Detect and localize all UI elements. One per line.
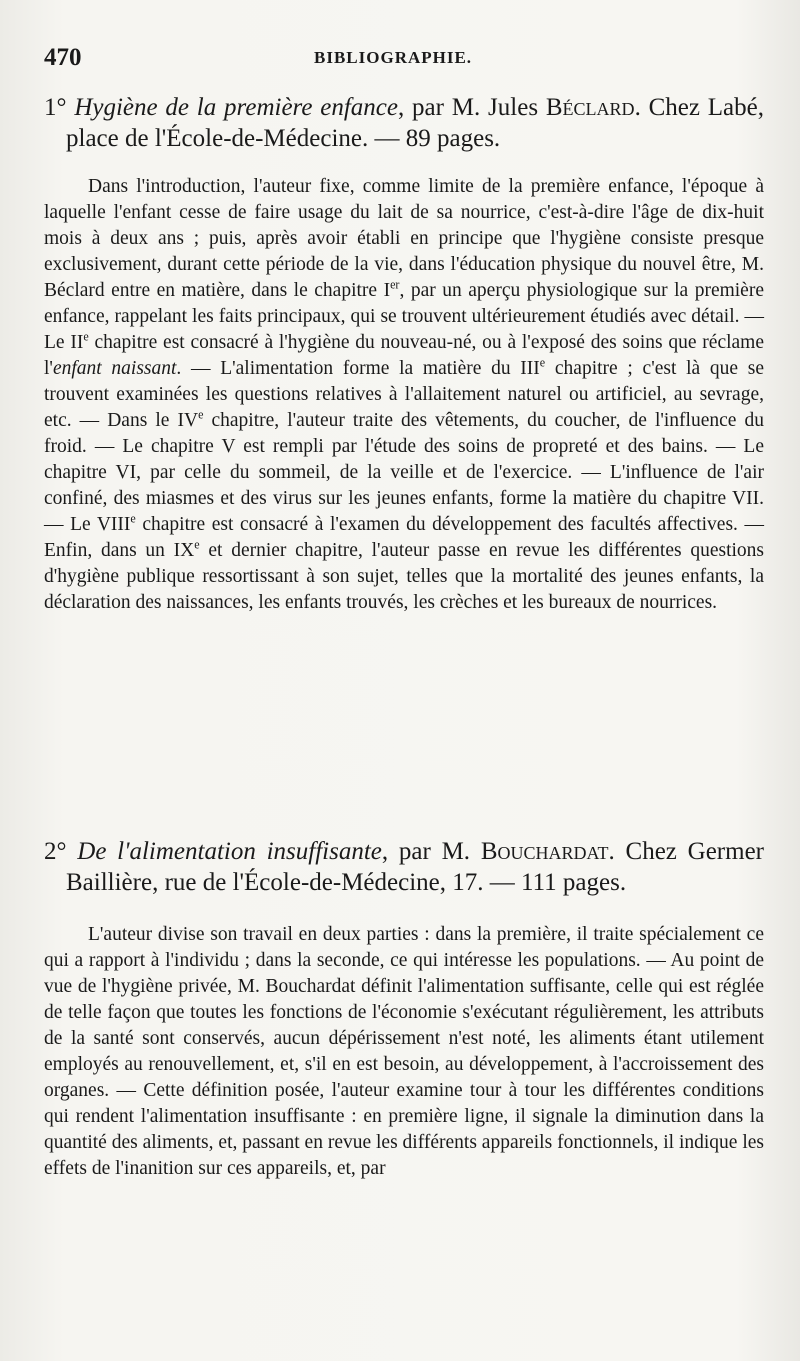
body-text: L'auteur divise son travail en deux parties : dans la première, il traite spécialement ce qui a rapport à l'individu ; dans la seconde, ce qui intéresse les populations. — Au point de vue de l'hygiène privée, M. Bouchardat définit l'alimentation suffisante, celle qui est réglée de telle façon que toutes les fonctions de l'économie s'exécutant régulièrement, les attributs de la santé sont conservés, aucun dépérissement n'est noté, les aliments étant utilement employés au renouvellement, et, s'il en est besoin, au développement, à l'accroissement des organes. — Cette définition posée, l'auteur examine tour à tour les différentes conditions qui rendent l'alimentation insuffisante : en première ligne, il signale la diminution dans la quantité des aliments, et, passant en revue les différents appareils fonctionnels, il indique les effets de l'inanition sur ces appareils, et, par bbox=[44, 924, 764, 1179]
superscript: e bbox=[539, 355, 546, 370]
superscript: e bbox=[83, 329, 89, 344]
entry-body bbox=[44, 174, 764, 616]
entry-number: 2° bbox=[44, 838, 67, 865]
running-head bbox=[44, 44, 764, 74]
body-text: chapitre ; c'est là que se trouvent examinées les questions relatives à l'allaitement naturel ou artificiel, au sevrage, etc. — Dans le IV bbox=[44, 358, 764, 431]
superscript: e bbox=[130, 511, 136, 526]
superscript: e bbox=[198, 407, 204, 422]
superscript: er bbox=[390, 277, 400, 292]
body-text: chapitre est consacré à l'examen du développement des facultés affectives. — Enfin, dans un IX bbox=[44, 514, 764, 561]
body-text: , par un aperçu physiologique sur la première enfance, rappelant les faits principaux, qui se trouvent ultérieurement étudiés avec détail. — Le II bbox=[44, 280, 764, 353]
bibliography-entry-2 bbox=[44, 836, 764, 1182]
title-text: , par M. bbox=[381, 838, 481, 865]
publisher-text: . Chez Germer Baillière, rue de l'École-de-Médecine, 17. — 111 pages. bbox=[66, 838, 764, 896]
bibliography-entry-1 bbox=[44, 92, 764, 616]
entry-title bbox=[44, 836, 764, 898]
superscript: e bbox=[194, 537, 200, 552]
entry-body bbox=[44, 922, 764, 1182]
body-text: . — L'alimentation forme la matière du III bbox=[176, 358, 540, 379]
entry-number: 1° bbox=[44, 94, 67, 121]
body-italic-text: enfant naissant bbox=[52, 358, 177, 379]
author-name: Bouchardat bbox=[480, 838, 609, 865]
publisher-text: . Chez Labé, place de l'École-de-Médecine. — 89 pages. bbox=[66, 94, 765, 152]
author-name: Béclard bbox=[545, 94, 635, 121]
body-text: Dans l'introduction, l'auteur fixe, comme limite de la première enfance, l'époque à laquelle l'enfant cesse de faire usage du lait de sa nourrice, c'est-à-dire l'âge de dix-huit mois à deux ans ; puis, après avoir établi en principe que l'hygiène consiste presque exclusivement, durant cette période de la vie, dans l'éducation physique du nouvel être, M. Béclard entre en matière, dans le chapitre I bbox=[44, 176, 764, 301]
body-text: chapitre, l'auteur traite des vêtements, du coucher, de l'influence du froid. — Le chapitre V est rempli par l'étude des soins de propreté et des bains. — Le chapitre VI, par celle du sommeil, de la veille et de l'exercice. — L'influence de l'air confiné, des miasmes et des virus sur les jeunes enfants, forme la matière du chapitre VII. — Le VIII bbox=[44, 410, 764, 535]
entry-title bbox=[44, 92, 764, 154]
title-text: , par M. Jules bbox=[398, 94, 546, 121]
work-title: De l'alimentation insuffisante bbox=[77, 838, 382, 865]
page-number: 470 bbox=[44, 44, 82, 71]
work-title: Hygiène de la première enfance bbox=[74, 94, 398, 121]
body-text: et dernier chapitre, l'auteur passe en revue les différentes questions d'hygiène publique ressortissant à son sujet, telles que la mortalité des jeunes enfants, la déclaration des naissances, les enfants trouvés, les crèches et les bureaux de nourrices. bbox=[44, 540, 764, 613]
running-title: BIBLIOGRAPHIE. bbox=[314, 48, 473, 67]
body-text: chapitre est consacré à l'hygiène du nouveau-né, ou à l'exposé des soins que réclame l' bbox=[44, 332, 764, 379]
